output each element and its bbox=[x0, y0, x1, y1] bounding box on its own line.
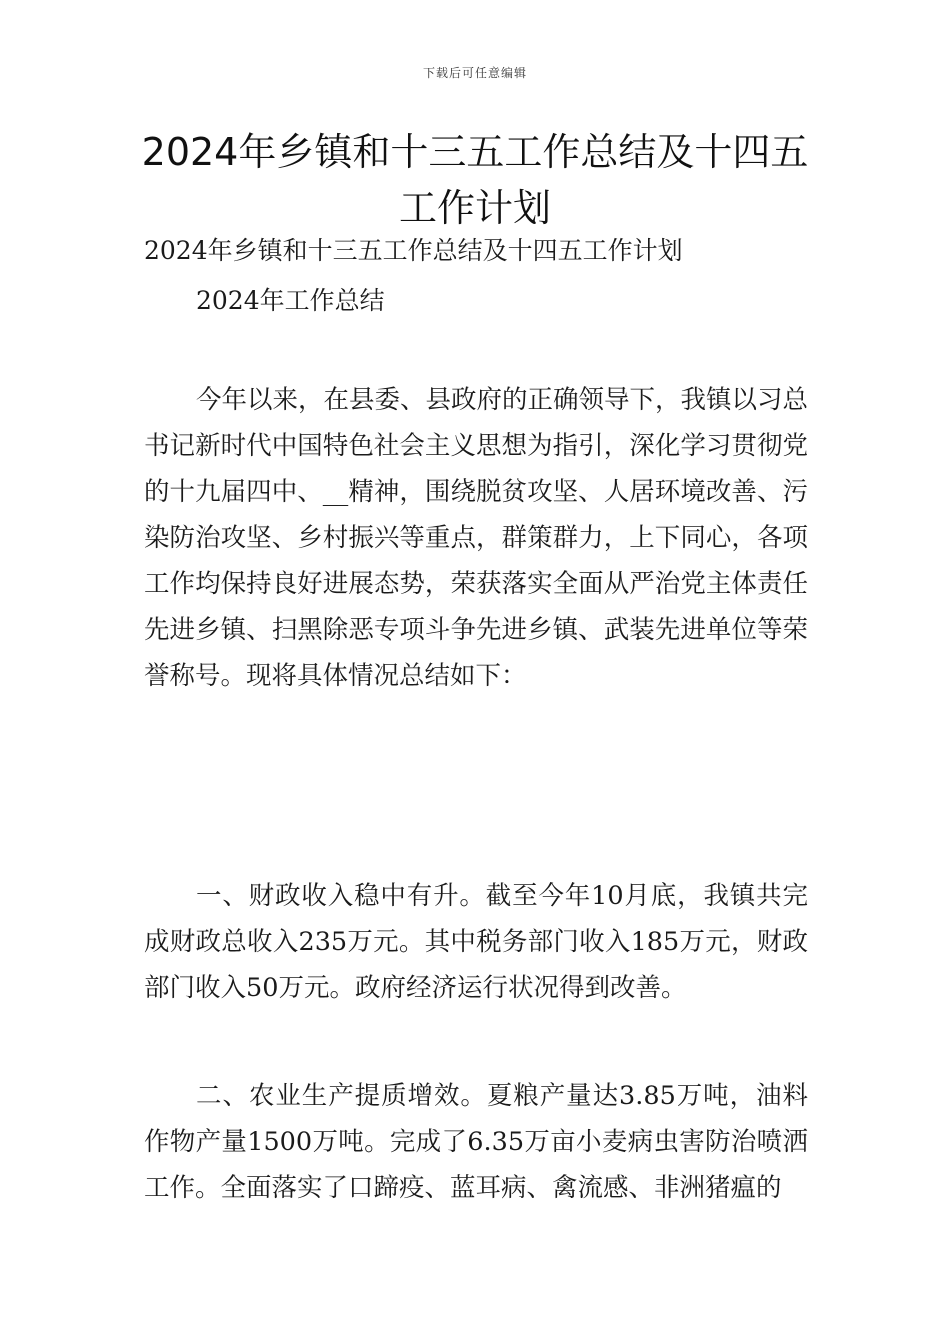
paragraph-finance: 一、财政收入稳中有升。截至今年10月底，我镇共完成财政总收入235万元。其中税务部门收入185万元，财政部门收入50万元。政府经济运行状况得到改善。 bbox=[144, 881, 808, 1003]
paragraph-agriculture: 二、农业生产提质增效。夏粮产量达3.85万吨，油料作物产量1500万吨。完成了6.35万亩小麦病虫害防治喷洒工作。全面落实了口蹄疫、蓝耳病、禽流感、非洲猪瘟的 bbox=[144, 1081, 808, 1203]
document-subtitle: 2024年乡镇和十三五工作总结及十四五工作计划 bbox=[144, 236, 683, 265]
document-title: 2024年乡镇和十三五工作总结及十四五工作计划 bbox=[141, 130, 809, 230]
paragraph-intro: 今年以来，在县委、县政府的正确领导下，我镇以习总书记新时代中国特色社会主义思想为指引，深化学习贯彻党的十九届四中、__精神，围绕脱贫攻坚、人居环境改善、污染防治攻坚、乡村振兴等重点，群策群力，上下同心，各项工作均保持良好进展态势，荣获落实全面从严治党主体责任先进乡镇、扫黑除恶专项斗争先进乡镇、武装先进单位等荣誉称号。现将具体情况总结如下： bbox=[144, 385, 809, 691]
section-heading: 2024年工作总结 bbox=[196, 286, 385, 315]
page-header-note: 下载后可任意编辑 bbox=[422, 66, 527, 80]
